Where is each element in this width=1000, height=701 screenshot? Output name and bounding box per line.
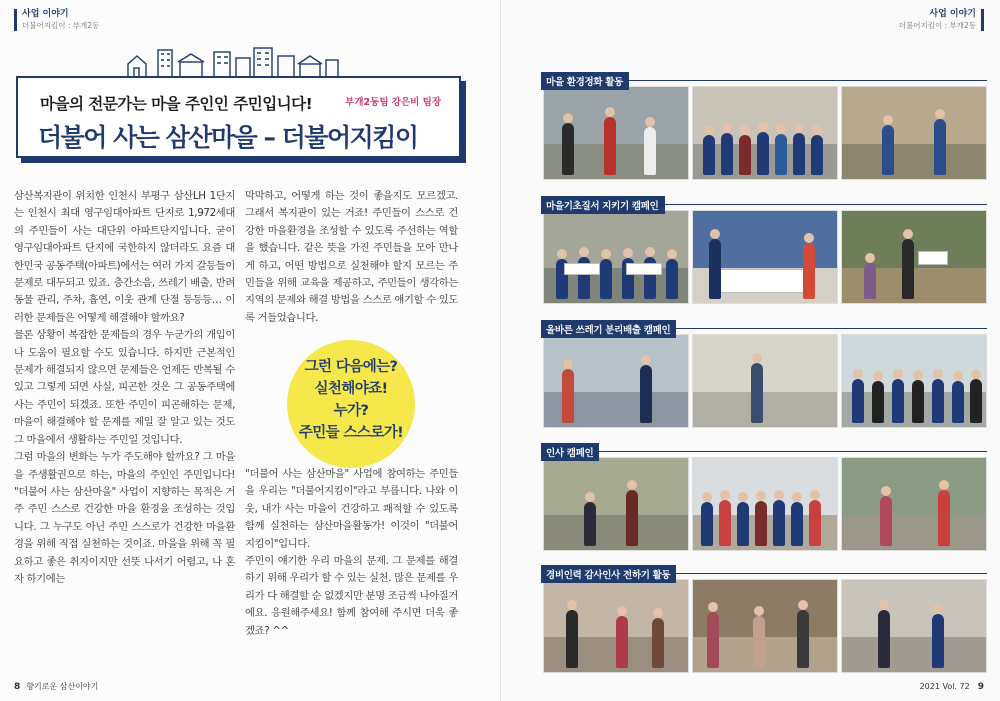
footer-left [14, 681, 98, 692]
paragraph: 주민이 얘기한 우리 마을의 문제. 그 문제를 해결하기 위해 우리가 할 수 있는 실천. 많은 문제를 우리가 다 해결할 순 없겠지만 분명 조금씩 나아질거에요. 응원해주세요! 함께 참여해 주시면 더욱 좋겠죠? ^^ [245, 555, 458, 637]
section-rule [541, 451, 987, 452]
header-section: 사업 이야기 [22, 9, 69, 19]
photo [692, 210, 838, 304]
callout-line: 주민들 스스로가! [298, 425, 404, 441]
section-label: 마을기초질서 지키기 캠페인 [541, 196, 665, 214]
photo-section-cleanup [541, 72, 987, 180]
body-column-2 [245, 188, 458, 327]
photo [692, 457, 838, 551]
section-label: 마을 환경정화 활동 [541, 72, 629, 90]
running-header-left [14, 9, 99, 31]
title-small: 마을의 전문가는 마을 주인인 주민입니다! [40, 95, 313, 113]
header-section: 사업 이야기 [929, 9, 976, 19]
section-label: 올바른 쓰레기 분리배출 캠페인 [541, 320, 676, 338]
photo [543, 86, 689, 180]
callout-line: 그런 다음에는? [304, 359, 398, 375]
header-subtitle: 더불어지킴이 : 부개2동 [898, 21, 976, 30]
photo [692, 334, 838, 428]
photo [841, 457, 987, 551]
page-number: 9 [977, 682, 984, 692]
page-title: 더불어 사는 삼산마을 – 더불어지킴이 [38, 123, 418, 152]
footer-right [920, 682, 984, 692]
paragraph: 삼산복지관이 위치한 인천시 부평구 삼산LH 1단지는 인천시 최대 영구임대아파트 단지로 1,972세대의 주민들이 사는 대단위 아파트단지입니다. 굳이 영구임대아파트 단지에 국한하지 않더라도 요즘 대한민국 공동주택(아파트)에서는 여러 가지 갈등들이 문제로 대두되고 있죠. 층간소음, 쓰레기 배출, 반려동물 관리, 주차, 흡연, 이웃 관계 단절 등등등… 이러한 문제들은 어떻게 해결해야 할까요? [14, 190, 235, 324]
photo [841, 579, 987, 673]
section-label: 인사 캠페인 [541, 443, 599, 461]
header-subtitle: 더불어지킴이 : 부개2동 [22, 21, 100, 30]
photo [841, 210, 987, 304]
running-header-right [899, 9, 984, 31]
photo [841, 334, 987, 428]
callout-text [276, 356, 426, 444]
magazine-name: 향기로운 삼산이야기 [26, 682, 99, 691]
photo [543, 457, 689, 551]
photo-section-recycling [541, 320, 987, 428]
photo [841, 86, 987, 180]
photo [543, 334, 689, 428]
photo-section-guard-thanks [541, 565, 987, 673]
page-number: 8 [14, 682, 21, 692]
body-column-2-lower [245, 466, 458, 640]
section-label: 경비인력 감사인사 전하기 활동 [541, 565, 676, 583]
callout-line: 누가? [333, 403, 369, 419]
photo-section-order-campaign [541, 196, 987, 304]
paragraph: 그럼 마을의 변화는 누가 주도해야 할까요? 그 마을을 주생활권으로 하는, 마을의 주인인 주민입니다! "더불어 사는 삼산마을" 사업이 지향하는 목적은 거주 주민 스스로 건강한 마을 환경을 조성하는 것입니다. 그 누구도 아닌 주민 스스로가 건강한 마을환경을 위해 직접 실천하는 것이죠. 마을을 위해 꼭 필요하고 좋은 취지이지만 선뜻 나서기 어렵고, 나 혼자 하기에는 [14, 451, 235, 585]
paragraph: "더불어 사는 삼산마을" 사업에 참여하는 주민들을 우리는 "더불어지킴이"라고 부릅니다. 나와 이웃, 내가 사는 마을이 건강하고 쾌적할 수 있도록 함께 실천하는 삼산마을활동가! 이것이 "더불어 지킴이"입니다. [245, 468, 458, 550]
photo [692, 86, 838, 180]
paragraph: 물론 상황이 복잡한 문제들의 경우 누군가의 개입이나 도움이 필요할 수도 있습니다. 하지만 근본적인 문제가 해결되지 않으면 문제들은 언제든 반복될 수 있고 그렇게 되면 사실, 피곤한 것은 그 공동주택에 사는 주민이 되겠죠. 또한 주민이 피곤해하는 문제, 마을이 해결해야 할 문제를 제일 잘 알고 있는 것도 그 마을에서 생활하는 주민일 것입니다. [14, 329, 235, 446]
photo-section-greeting [541, 443, 987, 551]
right-page [500, 0, 1000, 701]
photo [692, 579, 838, 673]
body-column-1 [14, 188, 235, 588]
title-author: 부개2동팀 강은비 팀장 [345, 97, 441, 108]
callout-line: 실천해야죠! [314, 381, 388, 397]
title-box [16, 76, 461, 158]
skyline-illustration [126, 44, 351, 78]
photo [543, 210, 689, 304]
photo [543, 579, 689, 673]
issue-label: 2021 Vol. 72 [919, 682, 970, 691]
paragraph: 막막하고, 어떻게 하는 것이 좋을지도 모르겠고. 그래서 복지관이 있는 거죠! 주민들이 스스로 건강한 마을환경을 조성할 수 있도록 주선하는 역할을 했습니다. 같은 뜻을 가진 주민들을 모아 만나게 하고, 어떤 방법으로 실천해야 할지 모르는 주민들을 위해 교육을 제공하고, 주민들이 생각하는 지역의 문제와 해결 방법을 스스로 얘기할 수 있도록 거들었습니다. [245, 190, 458, 324]
